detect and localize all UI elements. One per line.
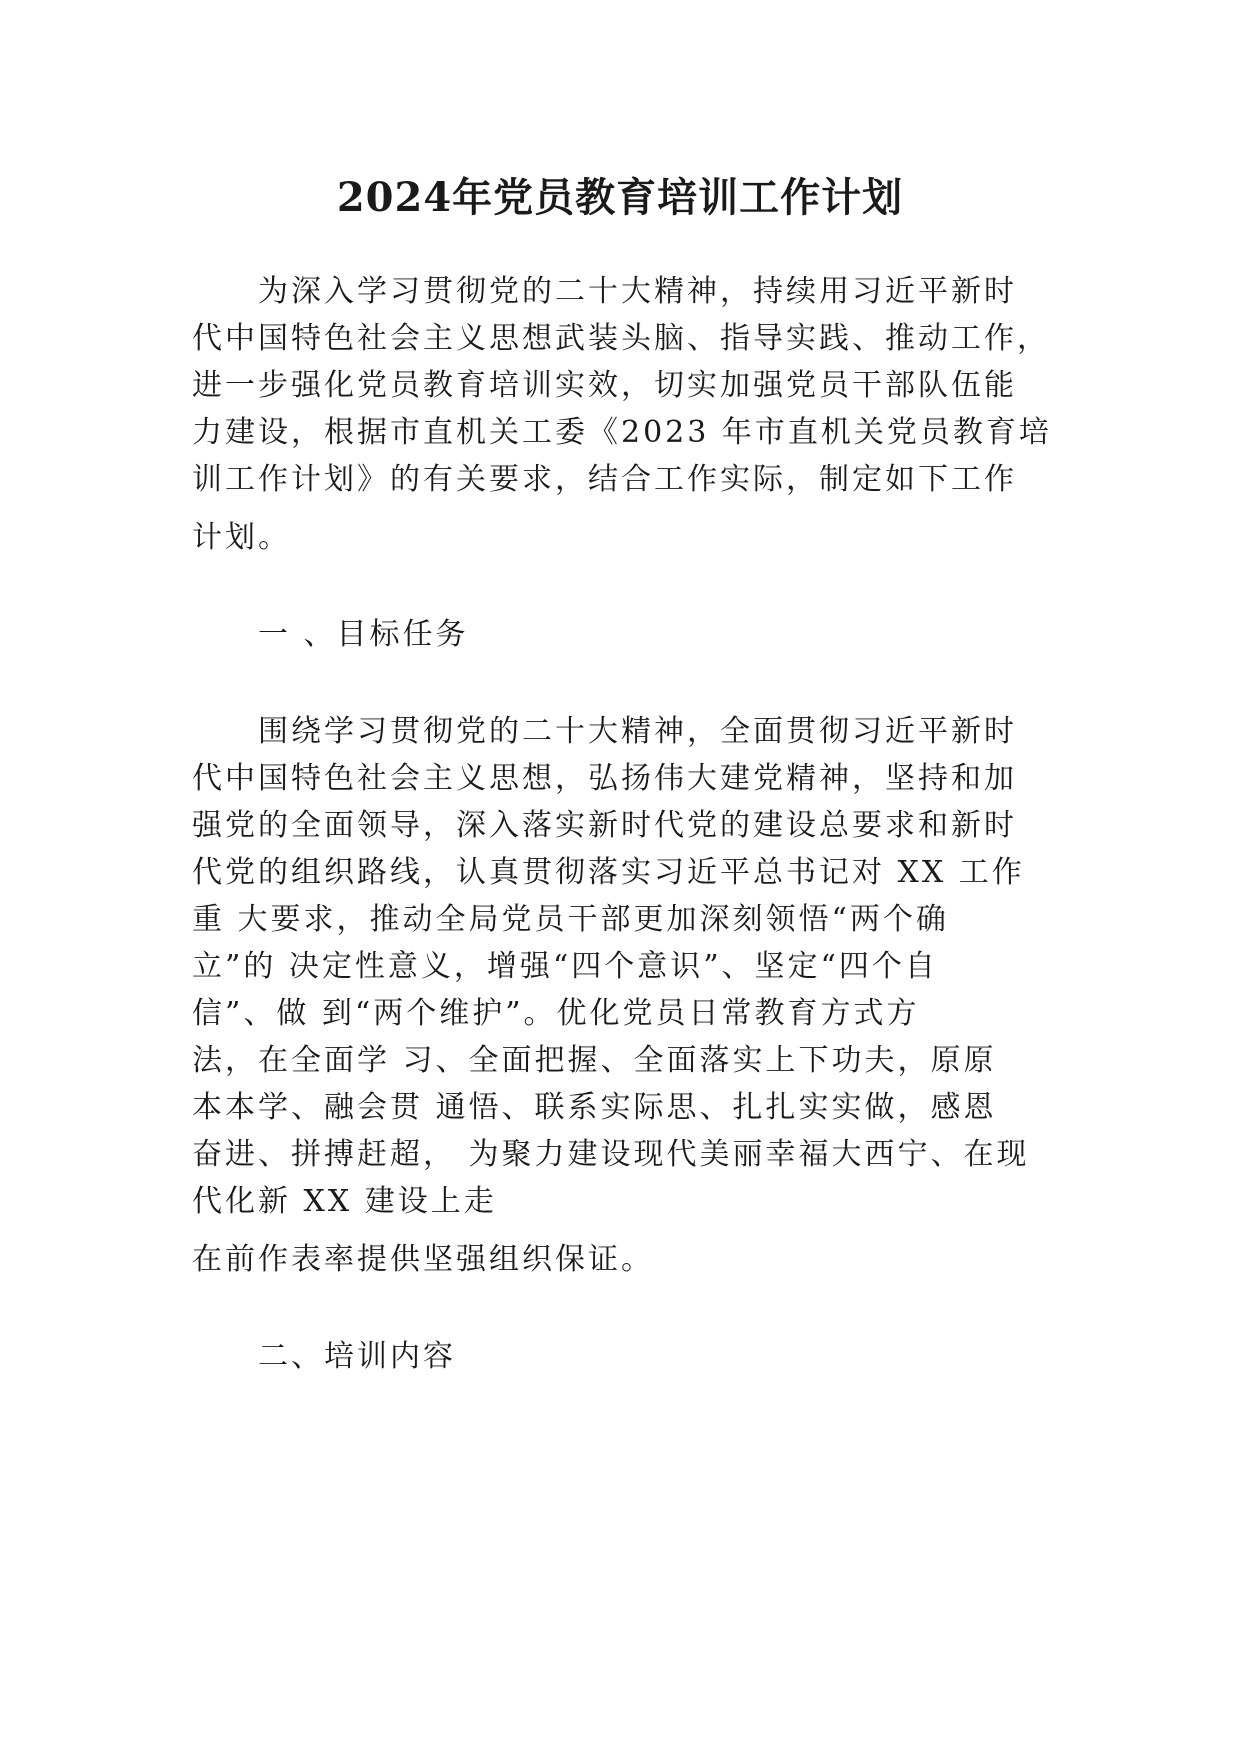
intro-line-5: 训工作计划》的有关要求，结合工作实际，制定如下工作 xyxy=(192,462,1017,497)
intro-line-3: 进一步强化党员教育培训实效，切实加强党员干部队伍能 xyxy=(192,368,1017,403)
section1-line-7: 信”、做 到“两个维护”。优化党员日常教育方式方 xyxy=(192,996,920,1031)
section1-line-9: 本本学、融会贯 通悟、联系实际思、扎扎实实做，感恩 xyxy=(192,1090,997,1125)
intro-line-6: 计划。 xyxy=(192,520,291,555)
section-heading-goals: 一 、目标任务 xyxy=(258,617,469,652)
section1-line-11: 代化新 XX 建设上走 xyxy=(192,1184,497,1219)
intro-line-1: 为深入学习贯彻党的二十大精神，持续用习近平新时 xyxy=(258,274,1017,309)
section1-line-12: 在前作表率提供坚强组织保证。 xyxy=(192,1242,654,1277)
section-heading-training-content: 二、培训内容 xyxy=(258,1339,456,1374)
section1-line-3: 强党的全面领导，深入落实新时代党的建设总要求和新时 xyxy=(192,808,1017,843)
section1-line-6: 立”的 决定性意义，增强“四个意识”、坚定“四个自 xyxy=(192,949,938,984)
section1-line-2: 代中国特色社会主义思想，弘扬伟大建党精神，坚持和加 xyxy=(192,761,1017,796)
section1-line-4: 代党的组织路线，认真贯彻落实习近平总书记对 XX 工作 xyxy=(192,855,1025,890)
intro-line-4: 力建设，根据市直机关工委《2023 年市直机关党员教育培 xyxy=(192,415,1052,450)
section1-line-10: 奋进、拼搏赶超， 为聚力建设现代美丽幸福大西宁、在现 xyxy=(192,1137,1030,1172)
section1-line-1: 围绕学习贯彻党的二十大精神，全面贯彻习近平新时 xyxy=(258,714,1017,749)
intro-line-2: 代中国特色社会主义思想武装头脑、指导实践、推动工作， xyxy=(192,321,1050,356)
section1-line-5: 重 大要求，推动全局党员干部更加深刻领悟“两个确 xyxy=(192,902,949,937)
document-title: 2024年党员教育培训工作计划 xyxy=(336,174,904,221)
section1-line-8: 法，在全面学 习、全面把握、全面落实上下功夫，原原 xyxy=(192,1043,997,1078)
